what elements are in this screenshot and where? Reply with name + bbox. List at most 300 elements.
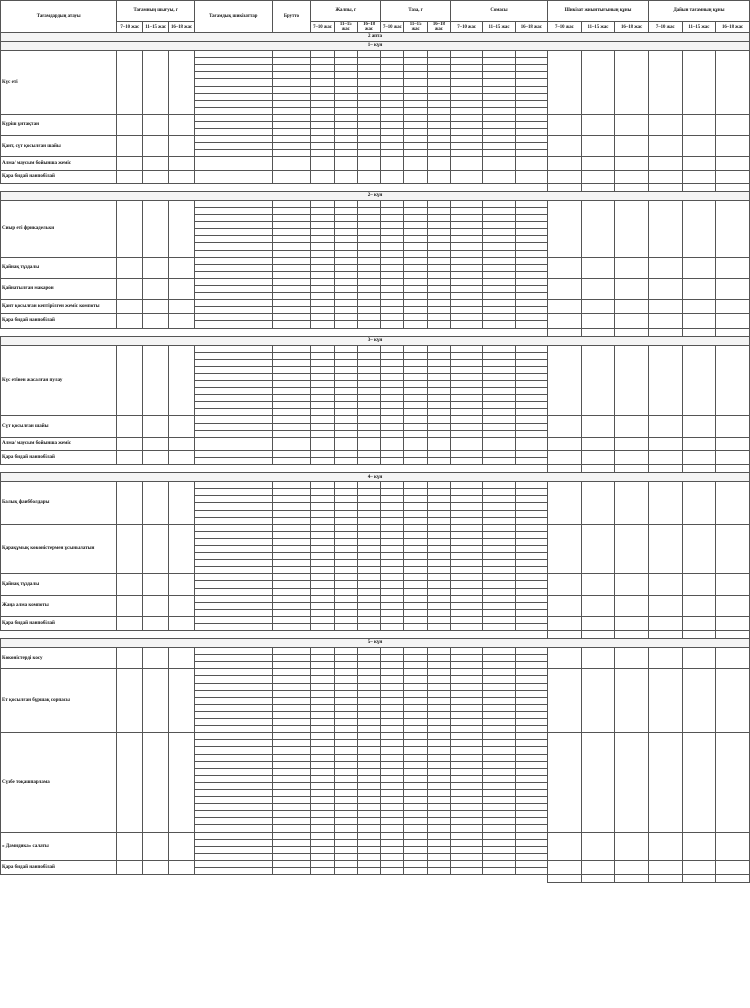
ingredient-cell [194,229,272,236]
value-cell [427,797,450,804]
value-cell [483,264,515,271]
value-cell [381,170,404,183]
value-cell [404,215,427,222]
value-cell [427,567,450,574]
value-cell [404,321,427,328]
value-cell [272,430,311,437]
yield-16-18 [169,482,195,525]
value-cell [483,200,515,207]
total-cell [682,328,716,336]
value-cell [427,768,450,775]
value-cell [334,648,357,655]
value-cell [427,747,450,754]
value-cell [311,503,334,510]
value-cell [427,143,450,150]
value-cell [334,782,357,789]
value-cell [357,669,380,676]
value-cell [334,114,357,121]
yield-16-18 [169,574,195,595]
value-cell [334,683,357,690]
value-cell [381,740,404,747]
value-cell [357,150,380,157]
value-cell [427,264,450,271]
value-cell [381,811,404,818]
value-cell [311,207,334,214]
value-cell [483,825,515,832]
value-cell [427,503,450,510]
value-cell [381,200,404,207]
value-cell [451,409,483,416]
value-cell [357,818,380,825]
value-cell [381,804,404,811]
ingredient-cell [194,517,272,524]
value-cell [451,264,483,271]
value-cell [404,352,427,359]
value-cell [483,655,515,662]
value-cell [311,107,334,114]
value-cell [334,314,357,321]
value-cell [483,538,515,545]
ingredient-cell [194,860,272,867]
value-cell [404,683,427,690]
value-cell [311,359,334,366]
value-cell [427,690,450,697]
value-cell [404,782,427,789]
value-cell [404,250,427,257]
value-cell [483,754,515,761]
value-cell [334,215,357,222]
age-col: 7–10 жас [648,22,682,33]
value-cell [311,352,334,359]
value-cell [357,243,380,250]
value-cell [427,250,450,257]
value-cell [381,381,404,388]
value-cell [451,609,483,616]
yield-16-18 [169,733,195,832]
value-cell [515,150,547,157]
ingredient-cell [194,588,272,595]
age-col: 7–10 жас [117,22,143,33]
value-cell [357,300,380,307]
value-cell [311,697,334,704]
value-cell [404,789,427,796]
value-cell [451,567,483,574]
value-cell [334,450,357,457]
total-cell [716,631,750,639]
yield-7-10 [117,114,143,135]
ingredient-cell [194,740,272,747]
value-cell [272,458,311,465]
value-cell [334,747,357,754]
value-cell [311,690,334,697]
value-cell [404,402,427,409]
value-cell [334,229,357,236]
value-cell [483,676,515,683]
value-cell [483,510,515,517]
value-cell [427,352,450,359]
value-cell [334,437,357,450]
value-cell [427,697,450,704]
value-cell [483,352,515,359]
value-cell [515,482,547,489]
yield-16-18 [169,136,195,157]
cost-cell [648,482,682,525]
value-cell [451,321,483,328]
value-cell [451,100,483,107]
value-cell [451,496,483,503]
value-cell [357,510,380,517]
ingredient-cell [194,321,272,328]
value-cell [427,395,450,402]
value-cell [451,726,483,733]
value-cell [451,243,483,250]
table-body [1,33,750,883]
total-cell [682,875,716,883]
total-cell [648,875,682,883]
ingredient-cell [194,222,272,229]
value-cell [357,215,380,222]
value-cell [404,832,427,839]
value-cell [404,395,427,402]
value-cell [334,321,357,328]
value-cell [334,416,357,423]
value-cell [272,243,311,250]
value-cell [381,789,404,796]
value-cell [357,726,380,733]
value-cell [404,65,427,72]
yield-7-10 [117,482,143,525]
ingredient-cell [194,129,272,136]
value-cell [404,437,427,450]
cost-cell [581,832,615,860]
value-cell [427,482,450,489]
value-cell [427,293,450,300]
value-cell [311,489,334,496]
value-cell [381,719,404,726]
value-cell [381,271,404,278]
value-cell [515,314,547,321]
value-cell [483,285,515,292]
day-label: 1– күн [1,42,750,51]
value-cell [272,581,311,588]
value-cell [272,868,311,875]
value-cell [451,93,483,100]
cost-cell [716,278,750,299]
value-cell [311,775,334,782]
ingredient-cell [194,553,272,560]
value-cell [311,825,334,832]
value-cell [311,366,334,373]
cost-cell [716,416,750,437]
value-cell [334,200,357,207]
value-cell [357,775,380,782]
value-cell [515,574,547,581]
value-cell [357,86,380,93]
value-cell [357,416,380,423]
value-cell [483,423,515,430]
value-cell [451,79,483,86]
value-cell [451,58,483,65]
value-cell [357,676,380,683]
value-cell [515,395,547,402]
value-cell [404,553,427,560]
ingredient-cell [194,236,272,243]
value-cell [515,538,547,545]
value-cell [334,595,357,602]
value-cell [451,285,483,292]
value-cell [311,768,334,775]
cost-cell [581,157,615,170]
yield-7-10 [117,278,143,299]
value-cell [427,321,450,328]
total-cell [548,465,582,473]
value-cell [357,437,380,450]
cost-cell [615,860,649,874]
value-cell [381,257,404,264]
cost-cell [716,345,750,416]
value-cell [515,602,547,609]
yield-16-18 [169,345,195,416]
value-cell [381,609,404,616]
yield-16-18 [169,51,195,115]
value-cell [451,510,483,517]
value-cell [515,775,547,782]
value-cell [381,662,404,669]
value-cell [451,107,483,114]
value-cell [334,853,357,860]
value-cell [357,373,380,380]
value-cell [357,553,380,560]
value-cell [311,761,334,768]
age-col: 11–15 жас [143,22,169,33]
value-cell [334,136,357,143]
value-cell [311,818,334,825]
cost-cell [716,616,750,630]
value-cell [334,740,357,747]
value-cell [483,482,515,489]
value-cell [483,250,515,257]
ingredient-cell [194,143,272,150]
value-cell [404,567,427,574]
total-cell [581,631,615,639]
value-cell [311,860,334,867]
value-cell [334,72,357,79]
yield-7-10 [117,437,143,450]
ingredient-cell [194,366,272,373]
value-cell [311,496,334,503]
value-cell [404,450,427,457]
value-cell [311,804,334,811]
value-cell [357,761,380,768]
value-cell [272,271,311,278]
value-cell [334,150,357,157]
value-cell [404,524,427,531]
ingredient-cell [194,373,272,380]
yield-11-15 [143,595,169,616]
value-cell [311,624,334,631]
total-cell [548,328,582,336]
value-cell [427,704,450,711]
value-cell [357,648,380,655]
dish-name: Қайнақ тұздалы [1,574,117,595]
value-cell [483,567,515,574]
value-cell [311,510,334,517]
value-cell [483,704,515,711]
age-col: 11–15 жас [334,22,357,33]
value-cell [404,236,427,243]
value-cell [451,581,483,588]
yield-11-15 [143,524,169,574]
yield-11-15 [143,300,169,314]
value-cell [404,719,427,726]
value-cell [451,524,483,531]
value-cell [381,655,404,662]
value-cell [404,560,427,567]
cost-cell [548,278,582,299]
value-cell [515,797,547,804]
value-cell [381,853,404,860]
cost-cell [682,595,716,616]
value-cell [381,782,404,789]
ingredient-cell [194,797,272,804]
total-cell [615,183,649,191]
value-cell [451,293,483,300]
value-cell [381,624,404,631]
value-cell [451,150,483,157]
ingredient-cell [194,114,272,121]
value-cell [483,560,515,567]
cost-cell [581,616,615,630]
value-cell [451,236,483,243]
dish-name: Қант, сүт қосылған шайы [1,136,117,157]
cost-cell [581,524,615,574]
value-cell [334,395,357,402]
value-cell [311,458,334,465]
value-cell [311,545,334,552]
yield-11-15 [143,450,169,464]
cost-cell [581,860,615,874]
yield-7-10 [117,314,143,328]
value-cell [357,51,380,58]
ingredient-cell [194,804,272,811]
value-cell [272,496,311,503]
value-cell [381,489,404,496]
day-total-row [1,875,750,883]
value-cell [404,72,427,79]
cost-cell [581,200,615,257]
value-cell [451,648,483,655]
table-row [1,482,750,489]
value-cell [334,804,357,811]
cost-cell [716,524,750,574]
cost-cell [682,524,716,574]
dish-name: Қара бидай нанпобілай [1,616,117,630]
value-cell [404,797,427,804]
value-cell [272,782,311,789]
value-cell [515,416,547,423]
value-cell [515,86,547,93]
value-cell [427,524,450,531]
value-cell [483,545,515,552]
value-cell [334,588,357,595]
cost-cell [716,648,750,669]
value-cell [451,114,483,121]
value-cell [483,761,515,768]
ingredient-cell [194,207,272,214]
value-cell [357,789,380,796]
yield-16-18 [169,832,195,860]
ingredient-cell [194,616,272,623]
value-cell [404,143,427,150]
cost-cell [615,669,649,733]
value-cell [334,503,357,510]
table-row [1,416,750,423]
value-cell [272,662,311,669]
value-cell [427,222,450,229]
value-cell [311,250,334,257]
value-cell [483,662,515,669]
value-cell [451,215,483,222]
value-cell [311,136,334,143]
dish-name: Сиыр еті фрикадельки [1,200,117,257]
value-cell [451,560,483,567]
value-cell [515,754,547,761]
value-cell [515,157,547,170]
value-cell [311,236,334,243]
value-cell [427,150,450,157]
value-cell [311,93,334,100]
total-cell [581,183,615,191]
value-cell [427,853,450,860]
value-cell [272,450,311,457]
value-cell [515,839,547,846]
dish-name: Күріш ұнтақтан [1,114,117,135]
value-cell [404,510,427,517]
value-cell [381,683,404,690]
total-cell [648,631,682,639]
total-cell [682,183,716,191]
value-cell [272,832,311,839]
value-cell [357,143,380,150]
value-cell [272,648,311,655]
value-cell [427,207,450,214]
value-cell [404,58,427,65]
yield-7-10 [117,524,143,574]
value-cell [381,409,404,416]
value-cell [427,79,450,86]
value-cell [451,278,483,285]
value-cell [311,264,334,271]
yield-16-18 [169,114,195,135]
value-cell [483,100,515,107]
value-cell [381,65,404,72]
value-cell [451,395,483,402]
value-cell [515,868,547,875]
value-cell [334,300,357,307]
ingredient-cell [194,307,272,314]
value-cell [427,560,450,567]
value-cell [381,373,404,380]
ingredient-cell [194,264,272,271]
table-row [1,300,750,307]
value-cell [381,545,404,552]
yield-11-15 [143,860,169,874]
value-cell [451,616,483,623]
value-cell [311,222,334,229]
value-cell [272,683,311,690]
value-cell [404,114,427,121]
cost-cell [615,524,649,574]
